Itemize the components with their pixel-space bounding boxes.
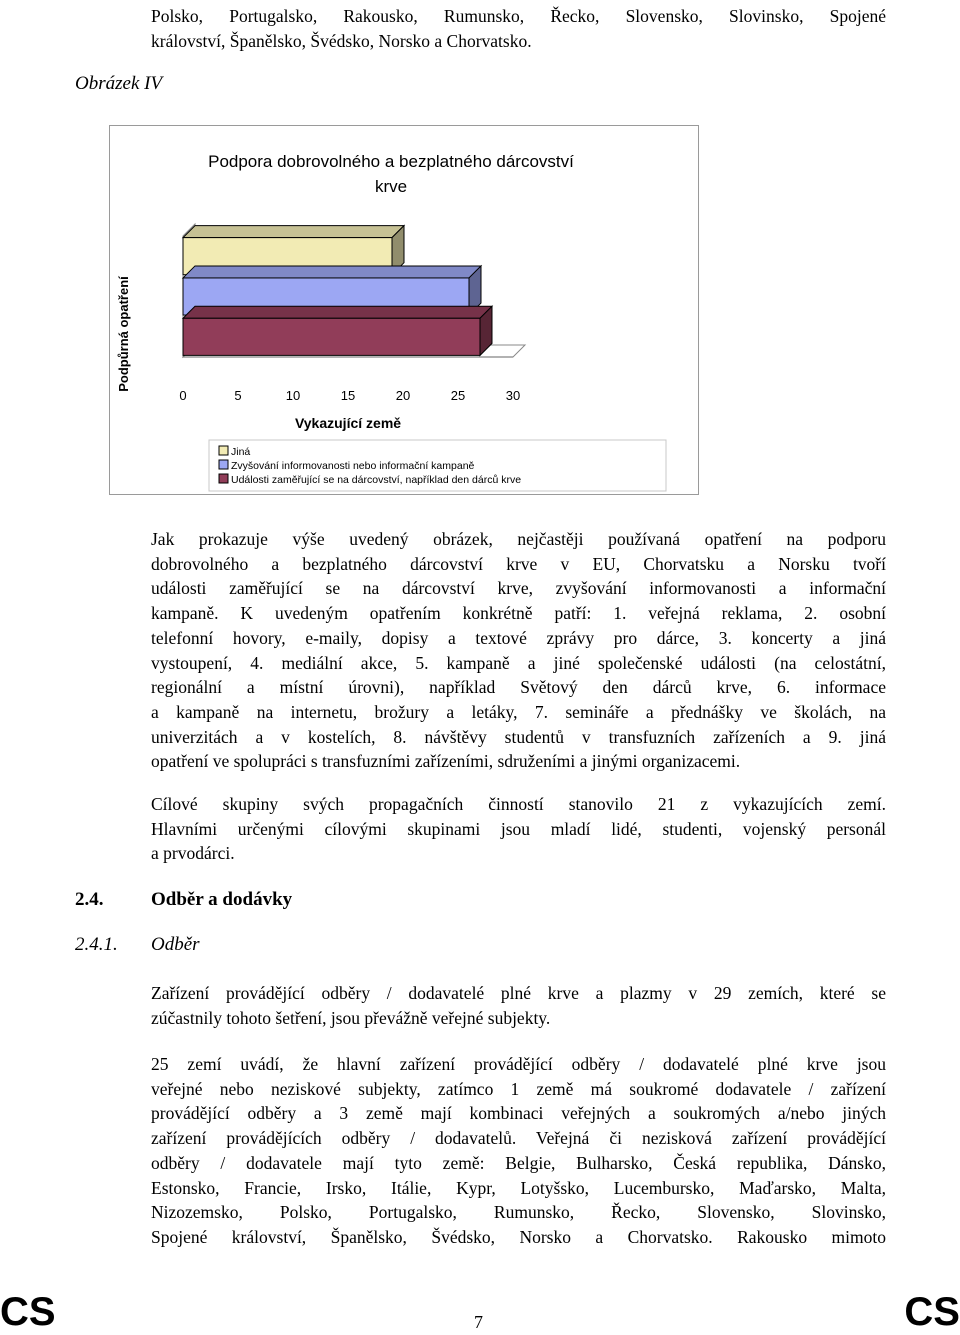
page-number: 7 (474, 1312, 483, 1332)
subsection-number: 2.4.1. (75, 934, 118, 955)
chart-title-line: Podpora dobrovolného a bezplatného dárcovství (208, 152, 574, 171)
bar-top-face (183, 226, 404, 238)
x-axis-label: Vykazující země (294, 415, 402, 431)
text-line: Hlavními určenými cílovými skupinami jsou mladí lidé, studenti, vojenský personál (151, 818, 886, 839)
figure-caption: Obrázek IV (75, 73, 163, 94)
paragraph-target-groups (151, 792, 886, 866)
text-line: a kampaně na internetu, brožury a letáky, 7. semináře a přednášky ve školách, na (151, 701, 886, 722)
legend-label: Jiná (231, 446, 251, 458)
legend-label: Zvyšování informovanosti nebo informační kampaně (231, 460, 475, 472)
text-line: regionální a místní úrovni), například Světový den dárců krve, 6. informace (151, 677, 886, 698)
legend-label: Události zaměřující se na dárcovství, například den dárců krve (231, 474, 522, 486)
paragraph-public-suppliers (151, 1052, 886, 1250)
legend-swatch (219, 446, 228, 455)
text-line: Zařízení provádějící odběry / dodavatelé plné krve a plazmy v 29 zemích, které se (151, 983, 886, 1003)
bar-front-face (183, 318, 480, 355)
x-tick-label: 20 (395, 388, 411, 403)
text-line: zařízení provádějících odběry / dodavatelů. Veřejná či nezisková zařízení provádějící (151, 1128, 886, 1149)
x-tick-label: 30 (505, 388, 521, 403)
top-continuation-text (151, 4, 886, 53)
text-line: odběry / dodavatele mají tyto země: Belgie, Bulharsko, Česká republika, Dánsko, (151, 1152, 886, 1173)
text-line: Jak prokazuje výše uvedený obrázek, nejčastěji používaná opatření na podporu (151, 529, 886, 549)
text-line: vystoupení, 4. mediální akce, 5. kampaně a jiné společenské události (na celostátní, (151, 652, 886, 673)
text-line: Estonsko, Francie, Irsko, Itálie, Kypr, Lotyšsko, Lucembursko, Maďarsko, Malta, (151, 1177, 886, 1198)
x-tick-label: 10 (285, 388, 301, 403)
legend-swatch (219, 474, 228, 483)
x-tick-label: 25 (450, 388, 466, 403)
legend-entry (219, 474, 521, 486)
legend (209, 440, 666, 491)
section-number: 2.4. (75, 889, 104, 910)
paragraph-measures (151, 527, 886, 774)
text-line: telefonní hovory, e-maily, dopisy a textové zprávy pro dárce, 3. koncerty a jiná (151, 627, 886, 648)
text-line: a prvodárci. (151, 843, 235, 864)
footer-language-code-left: CS (0, 1290, 56, 1334)
text-line: univerzitách a v kostelích, 8. návštěvy studentů v transfuzních zařízeních a 9. jiná (151, 726, 886, 747)
text-line: Nizozemsko, Polsko, Portugalsko, Rumunsko, Řecko, Slovensko, Slovinsko, (151, 1202, 886, 1223)
text-line: Cílové skupiny svých propagačních činností stanovilo 21 z vykazujících zemí. (151, 794, 886, 814)
x-tick-label: 15 (340, 388, 356, 403)
y-axis-label: Podpůrná opatření (116, 276, 131, 392)
chart-title-line: krve (374, 177, 408, 196)
text-line: kampaně. K uvedeným opatřením konkrétně patří: 1. veřejná reklama, 2. osobní (151, 603, 886, 624)
text-line: provádějící odběry a 3 země mají kombinaci veřejných a soukromých a/nebo jiných (151, 1103, 886, 1124)
text-line: 25 zemí uvádí, že hlavní zařízení provádějící odběry / dodavatelé plné krve jsou (151, 1054, 886, 1074)
x-tick-label: 5 (234, 388, 242, 403)
text-line: Spojené království, Španělsko, Švédsko, Norsko a Chorvatsko. Rakousko mimoto (151, 1226, 886, 1247)
legend-entry (219, 460, 475, 472)
subsection-title: Odběr (151, 934, 200, 955)
bar-top-face (183, 306, 492, 318)
plot-area (183, 224, 525, 357)
bar-top-face (183, 266, 481, 278)
x-tick-label: 0 (179, 388, 187, 403)
legend-swatch (219, 460, 228, 469)
chart-svg (110, 126, 698, 494)
text-line: opatření ve spolupráci s transfuzními zařízeními, sdruženími a jinými organizacemi. (151, 751, 741, 772)
section-heading (75, 888, 292, 913)
paragraph-collection-facilities (151, 981, 886, 1030)
text-line: zúčastnily tohoto šetření, jsou převážně veřejné subjekty. (151, 1007, 551, 1028)
text-line: veřejné nebo neziskové subjekty, zatímco 1 země má soukromé dodavatele / zařízení (151, 1078, 886, 1099)
bar (183, 306, 492, 355)
section-title: Odběr a dodávky (151, 889, 293, 910)
x-axis-ticks (179, 388, 520, 403)
text-line: království, Španělsko, Švédsko, Norsko a Chorvatsko. (151, 30, 532, 51)
subsection-heading (75, 933, 200, 958)
text-line: události zaměřující se na dárcovství krve, zvyšování informovanosti a informační (151, 578, 886, 599)
text-line: dobrovolného a bezplatného dárcovství krve v EU, Chorvatsku a Norsku tvoří (151, 553, 886, 574)
footer-language-code-right: CS (904, 1290, 960, 1334)
chart-frame (109, 125, 699, 495)
text-line: Polsko, Portugalsko, Rakousko, Rumunsko, Řecko, Slovensko, Slovinsko, Spojené (151, 6, 886, 26)
